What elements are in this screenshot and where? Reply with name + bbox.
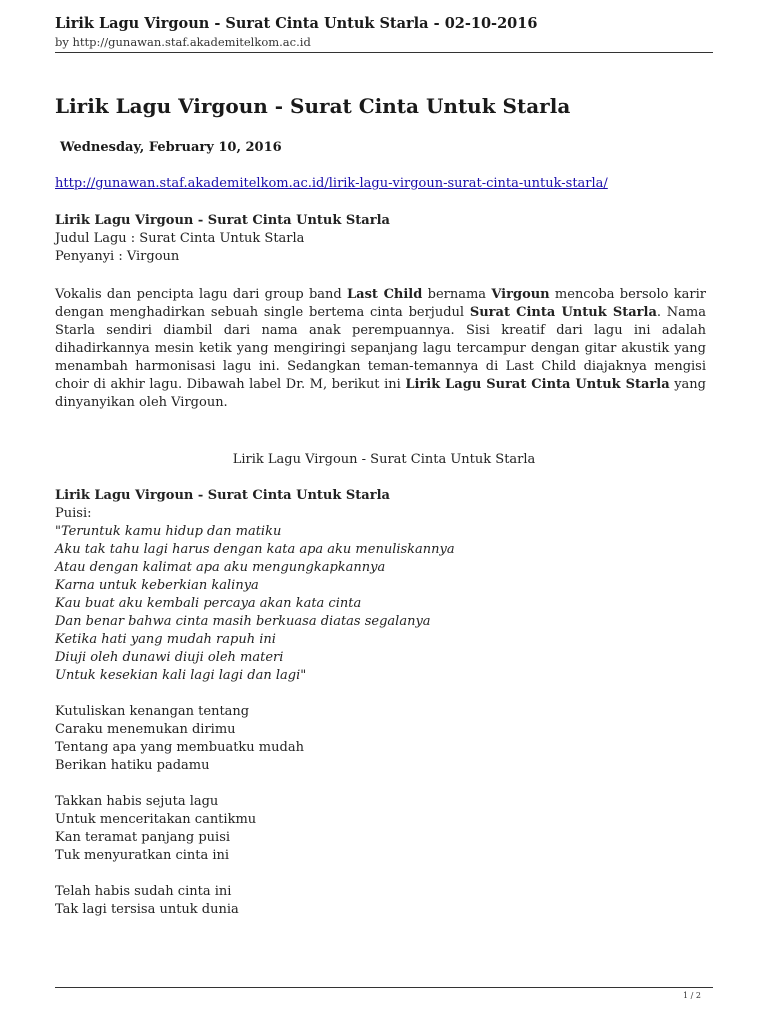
lyric-line: Takkan habis sejuta lagu [55,794,219,809]
header-byline: by http://gunawan.staf.akademitelkom.ac.id [55,35,311,49]
stanza-gap [55,775,713,793]
poem [55,523,713,685]
article-title: Lirik Lagu Virgoun - Surat Cinta Untuk Starla [55,94,571,118]
intro-paragraph: Vokalis dan pencipta lagu dari group band Last Child bernama Virgoun mencoba bersolo karir dengan menghadirkan sebuah single bertema cinta berjudul Surat Cinta Untuk Starla. Nama Starla sendiri diambil dari nama anak perempuannya. Sisi kreatif dari lagu ini adalah dihadirkannya mesin ketik yang mengiringi sepanjang lagu tercampur dengan gitar akustik yang menambah harmonisasi lagu ini. Sedangkan teman-temannya di Last Child diajaknya mengisi choir di akhir lagu. Dibawah label Dr. M, berikut ini Lirik Lagu Surat Cinta Untuk Starla yang dinyanyikan oleh Virgoun. [55,287,707,410]
poem-line: Aku tak tahu lagi harus dengan kata apa aku menuliskannya [55,542,455,557]
lyric-line: Caraku menemukan dirimu [55,722,236,737]
poem-line: Ketika hati yang mudah rapuh ini [55,632,276,647]
verse-2 [55,793,713,865]
lyric-line: Tentang apa yang membuatku mudah [55,740,304,755]
header-divider [55,52,713,53]
lyric-line: Kan teramat panjang puisi [55,830,231,845]
singer-info: Penyanyi : Virgoun [55,249,180,264]
poem-line: Untuk kesekian kali lagi lagi dan lagi" [55,668,307,683]
page-number: 1 / 2 [683,991,701,1000]
lyrics-block [55,487,713,919]
poem-line: Dan benar bahwa cinta masih berkuasa diatas segalanya [55,614,431,629]
poem-line: Atau dengan kalimat apa aku mengungkapkannya [55,560,386,575]
header-title: Lirik Lagu Virgoun - Surat Cinta Untuk Starla - 02-10-2016 [55,15,538,32]
verse-1 [55,703,713,775]
poem-line: "Teruntuk kamu hidup dan matiku [55,524,282,539]
lyric-line: Untuk menceritakan cantikmu [55,812,257,827]
verse-3 [55,883,713,919]
poem-line: Diuji oleh dunawi diuji oleh materi [55,650,284,665]
article-link[interactable]: http://gunawan.staf.akademitelkom.ac.id/lirik-lagu-virgoun-surat-cinta-untuk-starla/ [55,176,608,191]
stanza-gap [55,685,713,703]
song-info [55,212,715,266]
stanza-gap [55,865,713,883]
lyric-line: Kutuliskan kenangan tentang [55,704,250,719]
lyric-line: Telah habis sudah cinta ini [55,884,232,899]
lyric-line: Tuk menyuratkan cinta ini [55,848,230,863]
lyric-line: Berikan hatiku padamu [55,758,210,773]
puisi-label: Puisi: [55,506,92,521]
intro-heading: Lirik Lagu Virgoun - Surat Cinta Untuk Starla [55,213,390,228]
centered-caption: Lirik Lagu Virgoun - Surat Cinta Untuk Starla [232,452,536,467]
footer-divider [55,987,713,988]
lyric-line: Tak lagi tersisa untuk dunia [55,902,239,917]
lyrics-heading: Lirik Lagu Virgoun - Surat Cinta Untuk Starla [55,488,390,503]
song-title-info: Judul Lagu : Surat Cinta Untuk Starla [55,231,305,246]
poem-line: Karna untuk keberkian kalinya [55,578,259,593]
poem-line: Kau buat aku kembali percaya akan kata cinta [55,596,362,611]
article-date: Wednesday, February 10, 2016 [60,140,282,155]
